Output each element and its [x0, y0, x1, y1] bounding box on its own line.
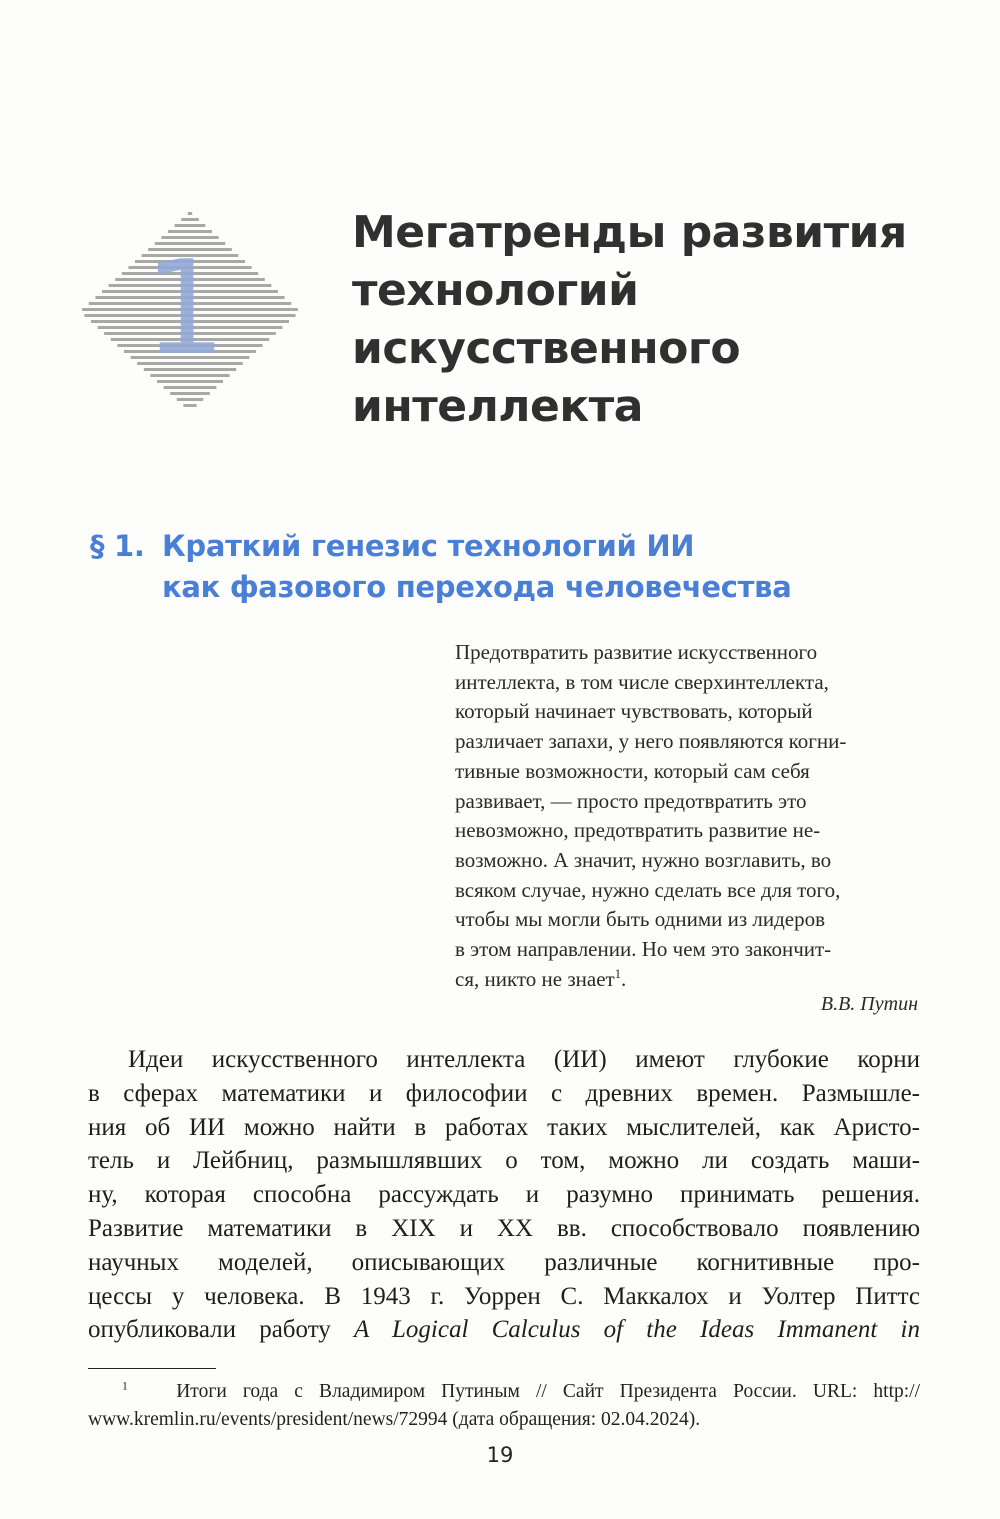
emblem-stripe: [188, 212, 192, 215]
body-line: Развитие математики в XIX и XX вв. способствовало появлению: [88, 1214, 920, 1242]
epigraph-line: в этом направлении. Но чем это закончит-: [455, 937, 832, 962]
epigraph-author: В.В. Путин: [820, 993, 918, 1015]
footnote: [88, 1378, 920, 1434]
chapter-title-line: Мегатренды развития: [352, 207, 907, 258]
body-line: Идеи искусственного интеллекта (ИИ) имеют глубокие корни: [128, 1046, 920, 1073]
body-line: тель и Лейбниц, размышлявших о том, можно ли создать маши-: [88, 1147, 920, 1175]
section-number: § 1.: [90, 529, 145, 563]
footnote-link-line[interactable]: www.kremlin.ru/events/president/news/72994 (дата обращения: 02.04.2024).: [88, 1409, 701, 1430]
epigraph-line: невозможно, предотвратить развитие не-: [455, 818, 821, 843]
page-number: 19: [486, 1443, 514, 1467]
footnote-text: Итоги года с Владимиром Путиным // Сайт Президента России. URL: http://: [176, 1381, 920, 1402]
chapter-emblem: [70, 200, 370, 420]
epigraph-end-punctuation: .: [621, 966, 627, 991]
body-line: ния об ИИ можно найти в работах таких мыслителей, как Аристо-: [88, 1113, 920, 1141]
footnote-reference[interactable]: 1: [614, 966, 621, 981]
epigraph-line: Предотвратить развитие искусственного: [455, 640, 818, 664]
epigraph-line: различает запахи, у него появляются когни-: [455, 729, 847, 754]
chapter-title-line: технологий: [352, 265, 639, 316]
epigraph-line: развивает, — просто предотвратить это: [455, 788, 807, 813]
emblem-stripe: [175, 224, 206, 227]
epigraph-line: возможно. А значит, нужно возглавить, во: [455, 847, 832, 872]
body-line: ну, которая способна рассуждать и разумно принимать решения.: [88, 1181, 920, 1209]
chapter-title-line: искусственного: [352, 323, 741, 374]
chapter-title: [352, 204, 952, 436]
body-line: цессы у человека. В 1943 г. Уоррен С. Маккалох и Уолтер Питтс: [88, 1282, 920, 1310]
footnote-marker: 1: [122, 1379, 128, 1393]
section-title-line: как фазового перехода человечества: [162, 570, 792, 604]
footnote-line: [88, 1378, 920, 1406]
emblem-stripe: [164, 386, 217, 389]
epigraph-line: интеллекта, в том числе сверхинтеллекта,: [455, 669, 829, 694]
paper-title: A Logical Calculus of the Ideas Immanent in: [354, 1316, 920, 1344]
epigraph-line: тивные возможности, который сам себя: [455, 758, 810, 783]
epigraph-line: который начинает чувствовать, который: [455, 699, 813, 724]
epigraph: [455, 638, 925, 994]
epigraph-line: чтобы мы могли быть одними из лидеров: [455, 907, 826, 932]
body-last-line: [88, 1313, 920, 1347]
body-paragraph: [88, 1043, 920, 1347]
body-line-prefix: опубликовали работу: [88, 1316, 354, 1344]
section-title-line: Краткий генезис технологий ИИ: [162, 529, 695, 563]
chapter-number: 1: [143, 232, 227, 384]
body-line: научных моделей, описывающих различные когнитивные про-: [88, 1248, 920, 1276]
emblem-stripe: [183, 404, 196, 407]
body-line: в сферах математики и философии с древних времен. Размышле-: [88, 1079, 920, 1107]
footnote-divider: [88, 1368, 216, 1369]
emblem-stripe: [170, 392, 210, 395]
chapter-title-line: интеллекта: [352, 381, 643, 432]
emblem-stripe: [177, 398, 203, 401]
epigraph-last-line: [455, 965, 925, 995]
epigraph-line: всяком случае, нужно сделать все для того,: [455, 877, 841, 902]
epigraph-line: ся, никто не знает: [455, 966, 615, 991]
emblem-stripe: [181, 218, 199, 221]
